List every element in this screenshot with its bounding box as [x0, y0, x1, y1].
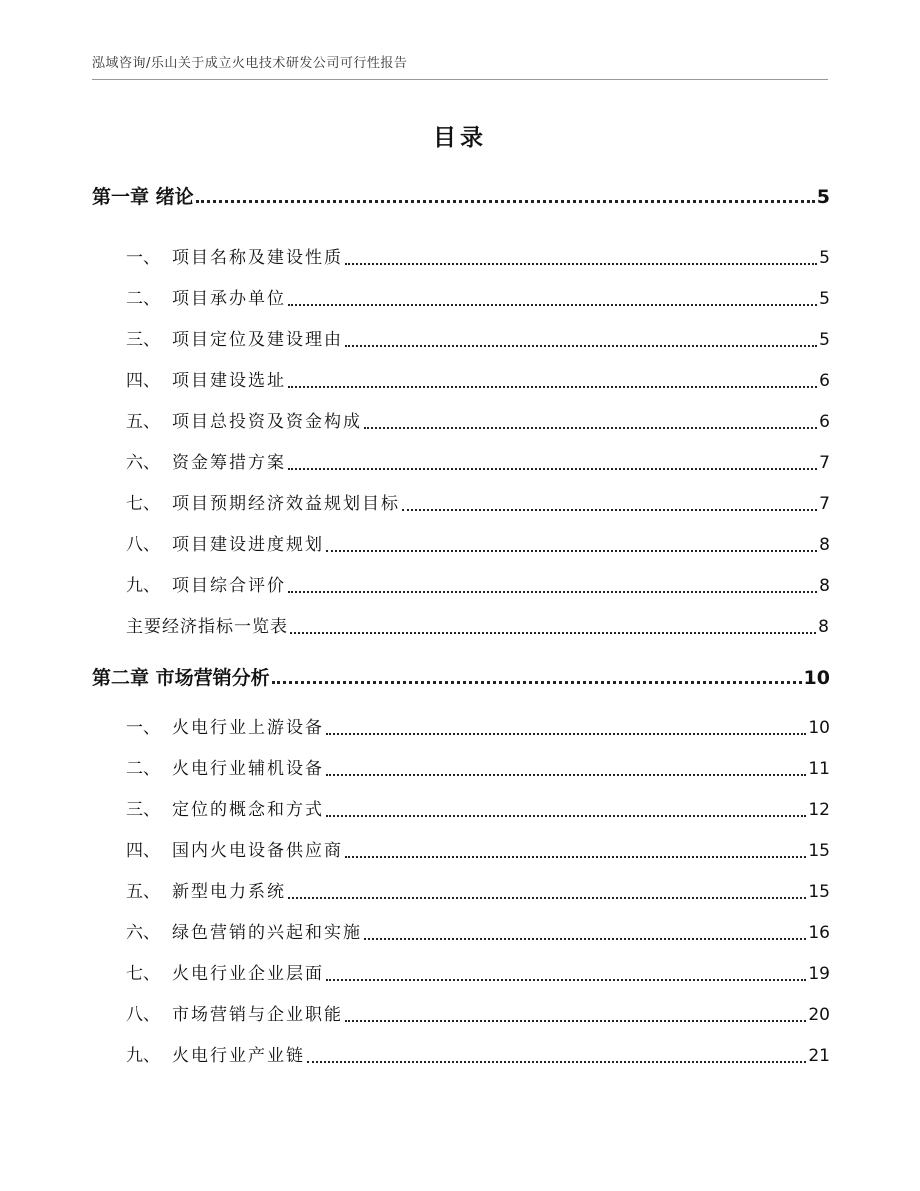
toc-entry-text: 项目定位及建设理由 [172, 330, 343, 350]
toc-entry-label [126, 797, 324, 823]
toc-page-number: 5 [816, 186, 830, 208]
dot-leader [345, 1020, 806, 1022]
toc-section-entry[interactable] [126, 1043, 830, 1069]
toc-section-entry[interactable] [126, 327, 830, 353]
toc-page-number: 8 [819, 576, 830, 596]
toc-page-number: 15 [808, 882, 830, 902]
toc-entry-text: 国内火电设备供应商 [172, 841, 343, 861]
toc-section-entry[interactable] [126, 756, 830, 782]
toc-entry-text: 绪论 [155, 186, 194, 208]
dot-leader [196, 200, 815, 203]
toc-entry-label [126, 450, 286, 476]
toc-entry-text: 项目承办单位 [172, 289, 286, 309]
dot-leader [326, 815, 806, 817]
toc-section-entry[interactable] [126, 797, 830, 823]
toc-entry-label [126, 286, 286, 312]
toc-entry-label [126, 961, 324, 987]
toc-entry-text: 主要经济指标一览表 [126, 617, 288, 637]
dot-leader [288, 468, 817, 470]
toc-entry-number: 二、 [126, 289, 160, 309]
dot-leader [288, 591, 817, 593]
dot-leader [326, 733, 806, 735]
toc-entry-label [126, 532, 324, 558]
toc-entry-number: 一、 [126, 718, 160, 738]
toc-entry-label [126, 879, 286, 905]
toc-entry-text: 项目建设进度规划 [172, 535, 324, 555]
dot-leader [345, 856, 806, 858]
toc-entry-label [126, 327, 343, 353]
toc-entry-label [126, 1043, 305, 1069]
toc-entry-text: 火电行业企业层面 [172, 964, 324, 984]
toc-entry-text: 市场营销与企业职能 [172, 1005, 343, 1025]
toc-page-number: 20 [808, 1005, 830, 1025]
toc-entry-text: 项目建设选址 [172, 371, 286, 391]
toc-page-number: 5 [819, 330, 830, 350]
toc-entry-number: 二、 [126, 759, 160, 779]
toc-entry-number: 三、 [126, 800, 160, 820]
dot-leader [345, 345, 817, 347]
toc-entry-number: 第二章 [92, 667, 150, 689]
toc-section-entry[interactable] [126, 838, 830, 864]
toc-section-entry[interactable] [126, 920, 830, 946]
toc-section-entry[interactable] [126, 245, 830, 271]
toc-page-number: 11 [808, 759, 830, 779]
toc-section-entry[interactable] [126, 368, 830, 394]
toc-entry-text: 火电行业产业链 [172, 1046, 305, 1066]
toc-entry-number: 一、 [126, 248, 160, 268]
toc-entry-label [126, 573, 286, 599]
toc-section-entry[interactable] [126, 286, 830, 312]
toc-entry-text: 市场营销分析 [155, 667, 270, 689]
toc-entry-label [126, 838, 343, 864]
toc-page-number: 16 [808, 923, 830, 943]
toc-entry-text: 定位的概念和方式 [172, 800, 324, 820]
toc-page-number: 15 [808, 841, 830, 861]
toc-page-number: 6 [819, 412, 830, 432]
toc-title: 目录 [433, 125, 487, 151]
toc-section-entry[interactable] [126, 715, 830, 741]
dot-leader [364, 427, 817, 429]
dot-leader [326, 979, 806, 981]
toc-entry-label [126, 245, 343, 271]
toc-section-entry[interactable] [126, 961, 830, 987]
dot-leader [307, 1061, 806, 1063]
toc-entry-number: 七、 [126, 494, 160, 514]
toc-section-entry[interactable] [126, 491, 830, 517]
toc-section-entry[interactable] [126, 573, 830, 599]
dot-leader [345, 263, 817, 265]
toc-page-number: 12 [808, 800, 830, 820]
toc-entry-number: 三、 [126, 330, 160, 350]
dot-leader [288, 897, 806, 899]
toc-entry-number: 九、 [126, 576, 160, 596]
dot-leader [288, 386, 817, 388]
toc-entry-text: 火电行业辅机设备 [172, 759, 324, 779]
toc-entry-number: 六、 [126, 453, 160, 473]
dot-leader [326, 774, 806, 776]
toc-entry-label [92, 184, 194, 210]
toc-page-number: 8 [819, 535, 830, 555]
dot-leader [364, 938, 806, 940]
toc-entry-text: 新型电力系统 [172, 882, 286, 902]
dot-leader [290, 632, 816, 634]
toc-entry-text: 项目综合评价 [172, 576, 286, 596]
toc-entry-text: 火电行业上游设备 [172, 718, 324, 738]
toc-entry-text: 项目预期经济效益规划目标 [172, 494, 400, 514]
toc-section-entry[interactable] [126, 879, 830, 905]
toc-page-number: 19 [808, 964, 830, 984]
toc-entry-label [126, 1002, 343, 1028]
toc-page-number: 7 [819, 494, 830, 514]
toc-section-entry[interactable] [126, 532, 830, 558]
toc-page-number: 6 [819, 371, 830, 391]
toc-entry-text: 项目名称及建设性质 [172, 248, 343, 268]
toc-entry-number: 八、 [126, 535, 160, 555]
toc-entry-label [126, 920, 362, 946]
toc-entry-label [126, 368, 286, 394]
toc-entry-number: 第一章 [92, 186, 150, 208]
running-header: 泓域咨询/乐山关于成立火电技术研发公司可行性报告 [92, 56, 408, 71]
toc-chapter-entry[interactable] [92, 665, 830, 691]
toc-entry-text: 项目总投资及资金构成 [172, 412, 362, 432]
toc-page-number: 10 [803, 667, 830, 689]
dot-leader [272, 681, 802, 684]
toc-page-number: 21 [808, 1046, 830, 1066]
toc-entry-number: 九、 [126, 1046, 160, 1066]
toc-entry-number: 五、 [126, 412, 160, 432]
toc-entry-label [126, 491, 400, 517]
toc-section-entry[interactable] [126, 1002, 830, 1028]
toc-page-number: 10 [808, 718, 830, 738]
toc-page-number: 5 [819, 248, 830, 268]
dot-leader [288, 304, 817, 306]
toc-entry-number: 五、 [126, 882, 160, 902]
toc-page-number: 5 [819, 289, 830, 309]
toc-entry-label [92, 665, 270, 691]
toc-page-number: 7 [819, 453, 830, 473]
toc-entry-text: 资金筹措方案 [172, 453, 286, 473]
toc-entry-label [126, 715, 324, 741]
toc-entry-number: 四、 [126, 371, 160, 391]
toc-entry-label [126, 756, 324, 782]
toc-entry-number: 七、 [126, 964, 160, 984]
toc-entry-number: 八、 [126, 1005, 160, 1025]
header-divider [92, 79, 828, 80]
toc-entry-text: 绿色营销的兴起和实施 [172, 923, 362, 943]
toc-chapter-entry[interactable] [92, 184, 830, 210]
toc-entry-number: 四、 [126, 841, 160, 861]
toc-entry-label [126, 409, 362, 435]
toc-page-number: 8 [818, 617, 830, 637]
dot-leader [326, 550, 817, 552]
toc-entry-number: 六、 [126, 923, 160, 943]
dot-leader [402, 509, 817, 511]
toc-section-entry[interactable] [126, 450, 830, 476]
toc-section-entry[interactable] [126, 614, 830, 640]
toc-entry-label [126, 614, 288, 640]
toc-section-entry[interactable] [126, 409, 830, 435]
